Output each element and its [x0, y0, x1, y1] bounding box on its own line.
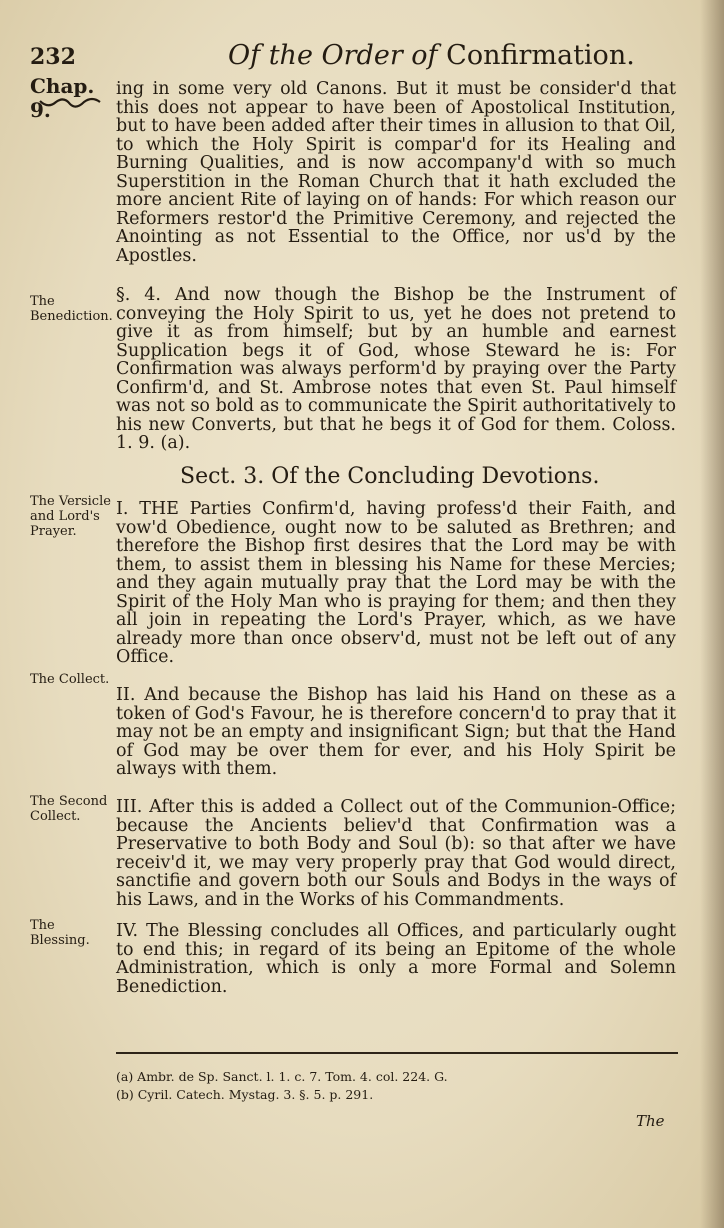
- paragraph-I: I. THE Parties Confirm'd, having profess'd their Faith, and vow'd Obedience, ought now to be saluted as Brethren; and therefore the Bishop first desires that the Lord may be with them, to assist them in blessing his Name for these Mercies; and they again mutually pray that the Lord may be with the Spirit of the Holy Man who is praying for them; and then they all join in repeating the Lord's Prayer, which, as we have already more than once observ'd, must not be left out of any Office.: [116, 499, 676, 667]
- footnotes: [116, 1068, 676, 1104]
- margin-note-benediction: The Benediction.: [30, 294, 113, 324]
- running-title-roman: Confirmation.: [446, 40, 635, 71]
- running-title: [228, 40, 635, 71]
- page-number: 232: [30, 44, 76, 70]
- running-head: [30, 40, 684, 80]
- footnote-a: (a) Ambr. de Sp. Sanct. l. 1. c. 7. Tom. 4. col. 224. G.: [116, 1069, 448, 1084]
- section-heading: Sect. 3. Of the Concluding Devotions.: [180, 464, 600, 489]
- running-title-italic: Of the Order of: [228, 40, 438, 71]
- margin-note-blessing: The Blessing.: [30, 918, 90, 948]
- paragraph-IV: IV. The Blessing concludes all Offices, and particularly ought to end this; in regard of its being an Epitome of the whole Administration, which is only a more Formal and Solemn Benediction.: [116, 921, 676, 997]
- footnote-b: (b) Cyril. Catech. Mystag. 3. §. 5. p. 291.: [116, 1087, 374, 1102]
- paragraph-III: III. After this is added a Collect out of the Communion-Office; because the Ancients believ'd that Confirmation was a Preservative to both Body and Soul (b): so that after we have receiv'd it, we may very properly pray that God would direct, sanctifie and govern both our Souls and Bodys in the ways of his Laws, and in the Works of his Commandments.: [116, 797, 676, 910]
- margin-note-second-collect: The Second Collect.: [30, 794, 108, 824]
- margin-note-collect: The Collect.: [30, 672, 110, 687]
- paragraph-II: II. And because the Bishop has laid his Hand on these as a token of God's Favour, he is therefore concern'd to pray that it may not be an empty and insignificant Sign; but that the Hand of God may be over them for ever, and his Holy Spirit be always with them.: [116, 685, 676, 779]
- flourish-ornament-icon: [38, 96, 102, 110]
- margin-note-versicle: The Versicle and Lord's Prayer.: [30, 494, 111, 539]
- chapter-marker: Chap. 9.: [30, 74, 95, 122]
- paragraph-section-4: §. 4. And now though the Bishop be the Instrument of conveying the Holy Spirit to us, yet he does not pretend to give it as from himself; but by an humble and earnest Supplication begs it of God, whose Steward he is: For Confirmation was always perform'd by praying over the Party Confirm'd, and St. Ambrose notes that even St. Paul himself was not so bold as to communicate the Spirit authoritatively to his new Converts, but that he begs it of God for them. Coloss. 1. 9. (a).: [116, 285, 676, 453]
- paragraph-continuation: ing in some very old Canons. But it must be consider'd that this does not appear to have been of Apostolical Institution, but to have been added after their times in allusion to that Oil, to which the Holy Spirit is compar'd for its Healing and Burning Qualities, and is now accompany'd with so much Superstition in the Roman Church that it hath excluded the more ancient Rite of laying on of hands: For which reason our Reformers restor'd the Primitive Ceremony, and rejected the Anointing as not Essential to the Office, nor us'd by the Apostles.: [116, 79, 676, 266]
- catchword: The: [636, 1112, 665, 1130]
- footnote-rule: [116, 1052, 678, 1054]
